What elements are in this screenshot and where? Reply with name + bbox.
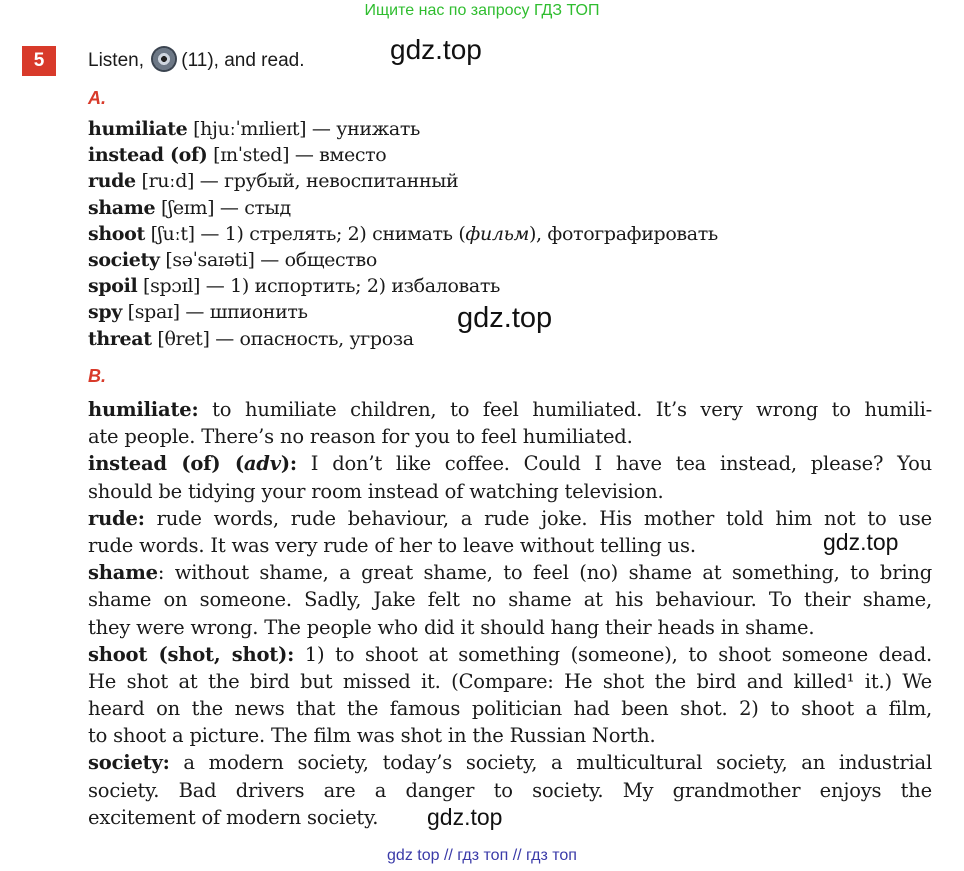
audio-cd-icon[interactable] (151, 46, 177, 72)
entry-heading-part: ): (280, 452, 297, 476)
vocab-word: humiliate (88, 118, 188, 140)
vocab-entry (88, 247, 718, 273)
line-text: : without shame, a great shame, to feel (no) shame at something, to bring (157, 561, 932, 585)
vocab-word: society (88, 248, 160, 271)
entry-heading: shoot (shot, shot): (88, 642, 295, 666)
paragraph-line (88, 505, 932, 532)
line-text: they were wrong. The people who did it should hang their heads in shame. (88, 615, 815, 639)
usage-examples (88, 396, 932, 831)
paragraph-line (88, 423, 932, 450)
line-text: rude words. It was very rude of her to leave without telling us. (88, 533, 696, 557)
vocab-meaning: унижать (336, 118, 420, 140)
instruction-text-end: (11), and read. (181, 50, 305, 71)
vocab-pronunciation: [spaɪ] — (121, 301, 210, 324)
watermark: gdz.top (823, 529, 899, 555)
line-text: shame on someone. Sadly, Jake felt no shame at his behaviour. To their shame, (88, 588, 932, 612)
vocab-entry (88, 273, 718, 299)
line-text: rude words, rude behaviour, a rude joke. His mother told him not to use (144, 506, 932, 530)
vocab-note: фильм (465, 222, 529, 245)
paragraph-line (88, 532, 932, 559)
entry-heading (88, 452, 297, 475)
part-of-speech: adv (243, 452, 281, 476)
paragraph-line (88, 450, 932, 477)
line-text: to shoot a picture. The film was shot in the Russian North. (88, 724, 656, 748)
vocab-word: instead (of) (88, 144, 208, 167)
vocab-pronunciation: [spɔɪl] — (137, 275, 231, 298)
line-text: should be tidying your room instead of watching television. (88, 479, 664, 503)
vocab-word: spoil (88, 275, 138, 298)
line-text: society. Bad drivers are a danger to society. My grandmother enjoys the (88, 778, 932, 802)
vocab-word: spy (88, 301, 122, 324)
paragraph-line (88, 614, 932, 641)
entry-heading: rude: (88, 506, 145, 530)
paragraph-line (88, 695, 932, 722)
paragraph-line (88, 586, 932, 613)
vocab-entry (88, 116, 718, 142)
vocab-word: shame (88, 196, 156, 219)
vocabulary-list (88, 116, 718, 352)
vocab-pronunciation: [hjuːˈmɪlieɪt] — (187, 118, 337, 140)
line-text: 1) to shoot at something (someone), to shoot someone dead. (294, 642, 932, 666)
vocab-entry (88, 299, 718, 325)
entry-heading: humiliate: (88, 398, 199, 421)
vocab-word: threat (88, 327, 152, 350)
vocab-meaning: 1) стрелять; 2) снимать ( (224, 222, 466, 245)
vocab-meaning: опасность, угроза (239, 327, 414, 350)
vocab-pronunciation: [ʃuːt] — (144, 222, 225, 245)
line-text: I don’t like coffee. Could I have tea instead, please? You (296, 452, 932, 476)
paragraph-line (88, 396, 932, 423)
top-banner: Ищите нас по запросу ГДЗ ТОП (364, 2, 600, 19)
entry-heading-part: instead (of) ( (88, 452, 244, 476)
vocab-entry (88, 221, 718, 247)
vocab-meaning: грубый, невоспитанный (224, 170, 459, 193)
vocab-entry (88, 326, 718, 352)
watermark: gdz.top (427, 804, 503, 830)
vocab-meaning: стыд (244, 196, 291, 219)
section-a-label: A. (88, 88, 106, 108)
paragraph-line (88, 777, 932, 804)
section-b-label: B. (88, 366, 106, 386)
line-text: heard on the news that the famous politician had been shot. 2) to shoot a film, (88, 697, 932, 721)
watermark: gdz.top (457, 302, 553, 334)
entry-heading: society: (88, 751, 170, 775)
paragraph-line (88, 804, 932, 831)
exercise-number-badge: 5 (22, 46, 56, 76)
vocab-meaning: вместо (319, 144, 387, 167)
line-text: to humiliate children, to feel humiliated. It’s very wrong to humili- (198, 398, 932, 421)
vocab-pronunciation: [ruːd] — (135, 170, 225, 193)
entry-heading: shame (88, 561, 158, 585)
vocab-pronunciation: [səˈsaɪəti] — (159, 248, 285, 271)
line-text: ate people. There’s no reason for you to feel humiliated. (88, 425, 633, 449)
vocab-pronunciation: [θret] — (151, 327, 240, 350)
paragraph-line (88, 668, 932, 695)
vocab-entry (88, 142, 718, 168)
vocab-meaning: общество (284, 248, 377, 271)
line-text: a modern society, today’s society, a multicultural society, an industrial (169, 751, 932, 775)
line-text: He shot at the bird but missed it. (Compare: He shot the bird and killed¹ it.) We (88, 669, 932, 693)
paragraph-line (88, 559, 932, 586)
vocab-meaning: шпионить (209, 301, 308, 324)
vocab-pronunciation: [ɪnˈsted] — (207, 144, 320, 167)
line-text: excitement of modern society. (88, 805, 379, 829)
vocab-word: rude (88, 170, 136, 193)
paragraph-line (88, 749, 932, 776)
instruction-text-start: Listen, (88, 50, 144, 71)
vocab-meaning: 1) испортить; 2) избаловать (230, 275, 501, 298)
paragraph-line (88, 722, 932, 749)
vocab-entry (88, 168, 718, 194)
exercise-instruction (88, 46, 305, 76)
footer-watermark: gdz top // гдз топ // гдз топ (387, 847, 577, 864)
vocab-word: shoot (88, 222, 145, 245)
watermark: gdz.top (390, 34, 482, 65)
paragraph-line (88, 641, 932, 668)
vocab-meaning-continued: ), фотографировать (528, 222, 718, 245)
vocab-pronunciation: [ʃeɪm] — (155, 196, 245, 219)
paragraph-line (88, 478, 932, 505)
vocab-entry (88, 195, 718, 221)
